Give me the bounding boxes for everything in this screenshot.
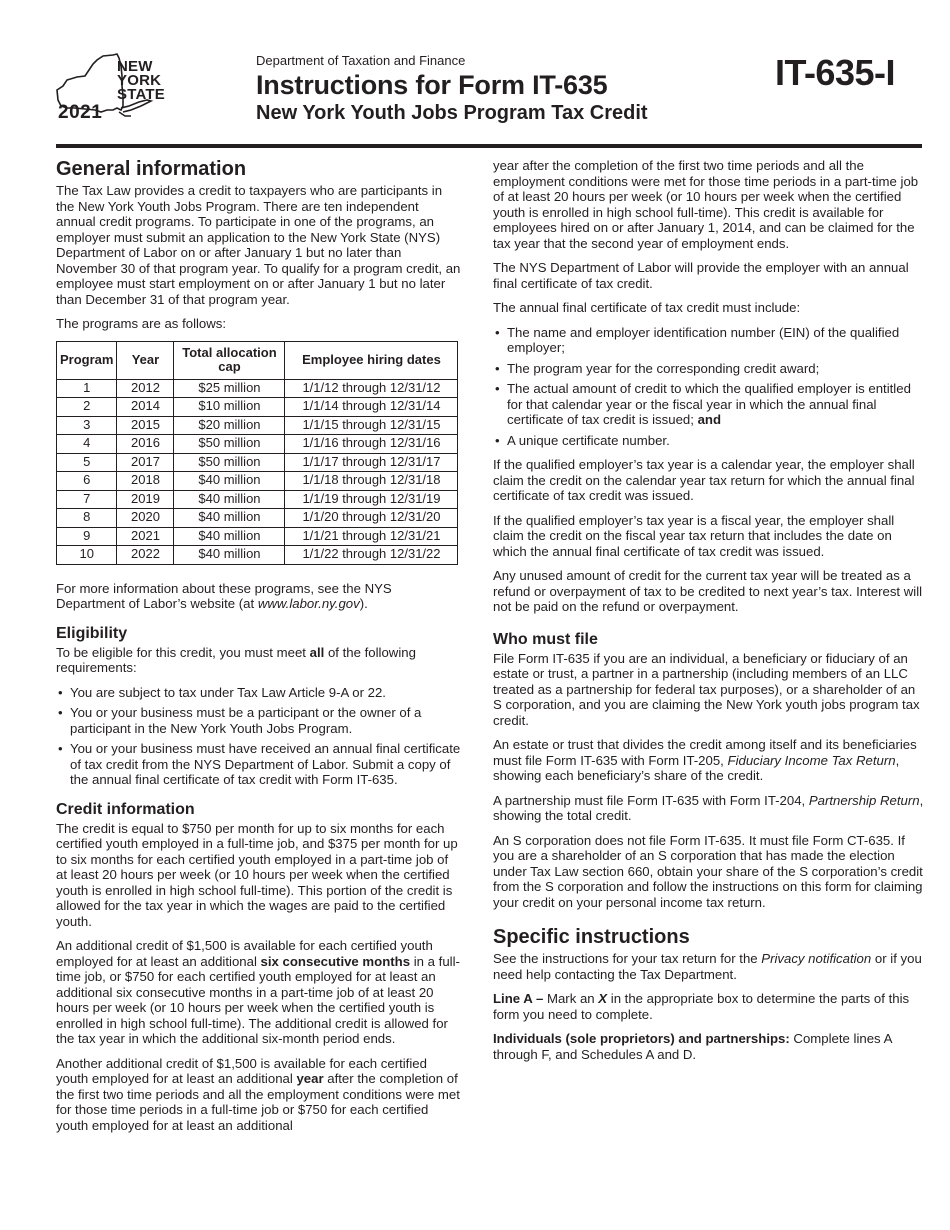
text-run: or if you need help contacting the Tax Department. [493, 951, 922, 982]
table-cell: 1 [57, 379, 117, 398]
general-heading: General information [56, 158, 247, 180]
text-run: An additional credit of $1,500 is available for each certified youth employed for at least an additional [56, 938, 433, 969]
table-cell: 2 [57, 398, 117, 417]
table-cell: 5 [57, 453, 117, 472]
text-run: A partnership must file Form IT-635 with Form IT-204, [493, 792, 809, 808]
table-cell: $50 million [174, 435, 285, 454]
table-cell: 1/1/14 through 12/31/14 [285, 398, 458, 417]
table-cell: 2020 [117, 509, 174, 528]
table-header: Program [57, 341, 117, 379]
table-cell: 9 [57, 527, 117, 546]
text-run: Fiduciary Income Tax Return [727, 752, 896, 768]
text-run: year [296, 1071, 324, 1086]
credit-para: If the qualified employer’s tax year is a calendar year, the employer shall claim the credit on the calendar year tax return for which the annual final certificate of tax credit was issued. [493, 457, 915, 503]
table-row [57, 379, 458, 398]
text-run: Mark an [543, 991, 599, 1006]
table-cell: 2014 [117, 398, 174, 417]
logo-text-line: YORK [117, 72, 162, 89]
left-column [56, 158, 461, 1142]
table-cell: $40 million [174, 490, 285, 509]
text-run: The actual amount of credit to which the qualified employer is entitled for that calendar year or the fiscal year in which the annual final certificate of tax credit is issued; [507, 381, 911, 427]
table-cell: 1/1/22 through 12/31/22 [285, 546, 458, 565]
who-para [493, 737, 925, 784]
credit-heading: Credit information [56, 800, 195, 818]
table-header: Year [117, 341, 174, 379]
table-cell: $10 million [174, 398, 285, 417]
text-run: To be eligible for this credit, you must meet [56, 644, 310, 660]
table-header: Employee hiring dates [285, 341, 458, 379]
text-run: Privacy notification [761, 951, 872, 966]
text-run: , showing each beneficiary’s share of the credit. [493, 752, 900, 783]
individuals-label: Individuals (sole proprietors) and partnerships: [493, 1031, 790, 1046]
text-run: all [309, 644, 325, 660]
logo-text-line: STATE [117, 86, 165, 103]
table-cell: $40 million [174, 546, 285, 565]
list-item: • You or your business must be a participant or the owner of a participant in the New York Youth Jobs Program. [56, 705, 461, 736]
table-cell: 1/1/18 through 12/31/18 [285, 472, 458, 491]
table-cell: 1/1/12 through 12/31/12 [285, 379, 458, 398]
table-cell: 10 [57, 546, 117, 565]
table-header-row [57, 341, 458, 379]
table-row [57, 490, 458, 509]
text-run: Partnership Return [808, 792, 920, 808]
text-run: Another additional credit of $1,500 is available for each certified youth employed for at least an additional [56, 1055, 427, 1086]
list-item: • A unique certificate number. [493, 433, 925, 449]
right-column [493, 158, 925, 1071]
credit-para: The annual final certificate of tax credit must include: [493, 300, 801, 315]
specific-instructions-heading: Specific instructions [493, 926, 690, 948]
table-cell: 2012 [117, 379, 174, 398]
specific-para [493, 951, 925, 982]
who-para [493, 793, 925, 824]
credit-para: The NYS Department of Labor will provide the employer with an annual final certificate of tax credit. [493, 260, 909, 291]
general-para [56, 581, 461, 612]
table-row [57, 527, 458, 546]
text-run: Complete lines A through F, and Schedules A and D. [493, 1031, 892, 1062]
table-cell: 2018 [117, 472, 174, 491]
eligibility-heading: Eligibility [56, 624, 128, 642]
general-para: The programs are as follows: [56, 316, 227, 331]
text-run: ). [359, 596, 368, 611]
eligibility-intro [56, 645, 461, 676]
who-must-file-heading: Who must file [493, 630, 598, 648]
credit-para: The credit is equal to $750 per month for up to six months for each certified youth employed in a full-time job, and $375 per month for up to six months for each certified youth employed in a part-time job of at least 20 hours per week (or 10 hours per week when the certified youth is enrolled in high school full-time). This portion of the credit is allowed for the tax year in which the wages are paid to the certified youth. [56, 820, 458, 929]
logo-year: 2021 [58, 102, 103, 123]
table-row [57, 472, 458, 491]
list-item: • You are subject to tax under Tax Law Article 9-A or 22. [56, 685, 461, 701]
page-subtitle: New York Youth Jobs Program Tax Credit [256, 102, 648, 124]
table-cell: 1/1/16 through 12/31/16 [285, 435, 458, 454]
credit-para: Any unused amount of credit for the current tax year will be treated as a refund or overpayment of tax to be credited to next year’s tax. Interest will not be paid on the refund or overpayment. [493, 568, 923, 614]
certificate-list [493, 325, 925, 449]
nys-logo [55, 50, 205, 128]
department-name: Department of Taxation and Finance [256, 53, 466, 68]
text-run: after the completion of the first two time periods and all the employment conditions were met for those time periods in a full-time job or $750 for each certified youth employed for at least an additional [56, 1071, 460, 1133]
logo-text-line: NEW [117, 58, 153, 75]
text-run: in the appropriate box to determine the parts of this form you need to complete. [493, 991, 910, 1022]
table-cell: 2015 [117, 416, 174, 435]
table-cell: 1/1/20 through 12/31/20 [285, 509, 458, 528]
table-cell: 1/1/15 through 12/31/15 [285, 416, 458, 435]
credit-para [56, 1056, 461, 1134]
table-cell: 2019 [117, 490, 174, 509]
table-cell: $25 million [174, 379, 285, 398]
text-run: X [598, 991, 608, 1006]
table-row [57, 416, 458, 435]
line-a-label: Line A – [493, 991, 544, 1006]
table-cell: 2022 [117, 546, 174, 565]
text-run: six consecutive months [260, 953, 411, 969]
table-cell: $20 million [174, 416, 285, 435]
text-run: , showing the total credit. [493, 792, 924, 823]
header-divider [56, 144, 922, 148]
text-run: An estate or trust that divides the credit among itself and its beneficiaries must file Form IT-635 with Form IT-205, [493, 737, 917, 768]
text-run: See the instructions for your tax return for the [493, 951, 762, 966]
credit-para [56, 938, 461, 1047]
labor-website-link[interactable]: www.labor.ny.gov [257, 596, 360, 611]
table-cell: $40 million [174, 472, 285, 491]
table-cell: 3 [57, 416, 117, 435]
general-para: The Tax Law provides a credit to taxpayers who are participants in the New York Youth Jobs Program. There are ten independent annual credit programs. To participate in one of the programs, an employer must submit an application to the New York State (NYS) Department of Labor on or after January 1 but no later than November 30 of that program year. To qualify for a program credit, an employee must start employment on or after January 1 but no later than December 31 of that program year. [56, 183, 461, 307]
table-cell: $40 million [174, 527, 285, 546]
text-run: in a full-time job, or $750 for each certified youth employed for at least an additional six consecutive months in a part-time job of at least 20 hours per week (or 10 hours per week when the certified youth is enrolled in high school full-time). The additional credit is allowed for the tax year in which the additional six-month period ends. [56, 953, 460, 1046]
list-item: • The name and employer identification number (EIN) of the qualified employer; [493, 325, 925, 356]
table-row [57, 509, 458, 528]
table-cell: $50 million [174, 453, 285, 472]
page-title: Instructions for Form IT-635 [256, 70, 608, 100]
individuals-para [493, 1031, 925, 1062]
text-run: and [697, 412, 722, 427]
table-cell: 1/1/21 through 12/31/21 [285, 527, 458, 546]
table-cell: 2021 [117, 527, 174, 546]
list-item [493, 381, 925, 428]
table-row [57, 398, 458, 417]
table-cell: 1/1/19 through 12/31/19 [285, 490, 458, 509]
table-cell: 4 [57, 435, 117, 454]
who-para: File Form IT-635 if you are an individual, a beneficiary or fiduciary of an estate or trust, a partner in a partnership (including members of an LLC treated as a partnership for federal tax purposes), or a shareholder of an S corporation, and you are claiming the New York youth jobs program tax credit. [493, 650, 920, 728]
list-item: • The program year for the corresponding credit award; [493, 361, 925, 377]
table-header: Total allocation cap [174, 341, 285, 379]
eligibility-list [56, 685, 461, 788]
line-a-para [493, 991, 925, 1022]
logo-text [117, 60, 165, 102]
table-cell: $40 million [174, 509, 285, 528]
text-run: For more information about these programs, see the NYS Department of Labor’s website (at [56, 580, 392, 611]
table-cell: 2017 [117, 453, 174, 472]
programs-table-body [57, 379, 458, 564]
table-cell: 8 [57, 509, 117, 528]
form-id: IT-635-I [774, 52, 895, 93]
table-row [57, 453, 458, 472]
table-cell: 1/1/17 through 12/31/17 [285, 453, 458, 472]
table-cell: 7 [57, 490, 117, 509]
who-para: An S corporation does not file Form IT-635. It must file Form CT-635. If you are a shareholder of an S corporation that has made the election under Tax Law section 660, obtain your share of the S corporation’s credit from the S corporation and follow the instructions on this form for claiming your credit on your personal income tax return. [493, 832, 923, 910]
list-item: • You or your business must have received an annual final certificate of tax credit from the NYS Department of Labor. Submit a copy of the annual final certificate of tax credit with Form IT-635. [56, 741, 461, 788]
credit-para: year after the completion of the first two time periods and all the employment conditions were met for those time periods in a part-time job of at least 20 hours per week (or 10 hours per week when the certified youth is enrolled in high school full-time). This credit is available for employees hired on or after January 1, 2014, and can be claimed for the tax year that the second year of employment ends. [493, 158, 919, 251]
programs-table [56, 341, 458, 565]
table-row [57, 435, 458, 454]
credit-para: If the qualified employer’s tax year is a fiscal year, the employer shall claim the credit on the fiscal year tax return that includes the date on which the annual final certificate of tax credit was issued. [493, 512, 895, 559]
table-cell: 6 [57, 472, 117, 491]
text-run: of the following requirements: [56, 644, 416, 675]
table-cell: 2016 [117, 435, 174, 454]
table-row [57, 546, 458, 565]
